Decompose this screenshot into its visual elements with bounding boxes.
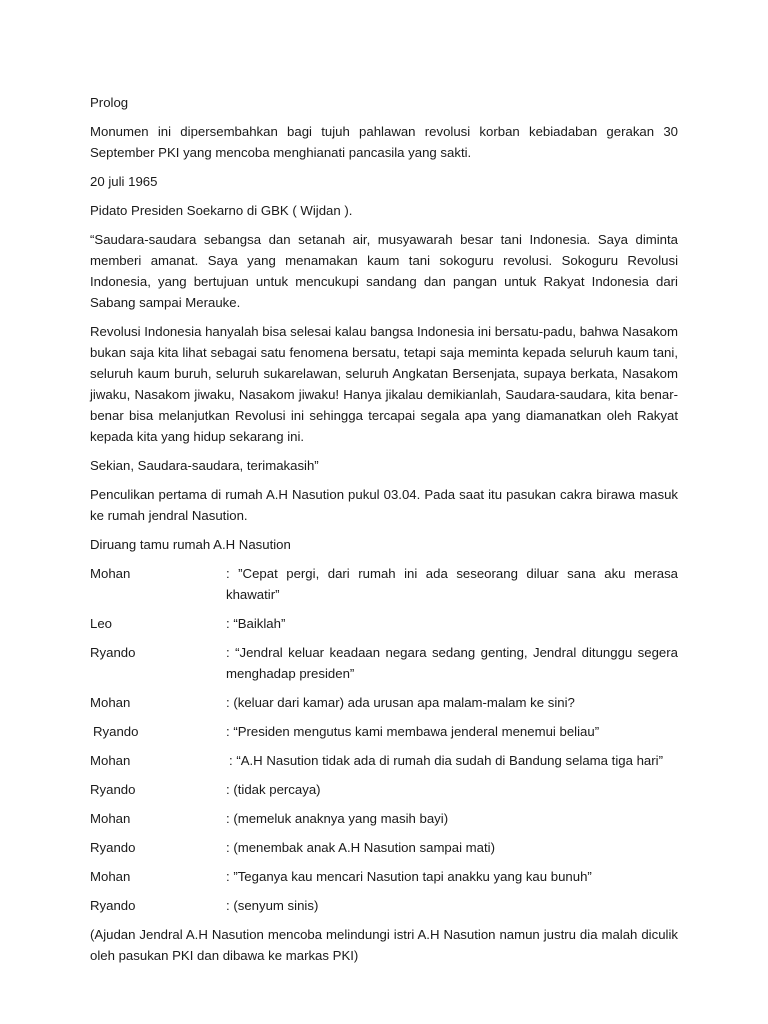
date-line: 20 juli 1965	[90, 174, 158, 189]
speech-paragraph-1: “Saudara-saudara sebangsa dan setanah air, musyawarah besar tani Indonesia. Saya diminta memberi amanat. Saya yang menamakan kaum tani sokoguru revolusi. Sokoguru Revolusi Indonesia, yang bertujuan untuk mencukupi sandang dan pangan untuk Rakyat Indonesia dari Sabang sampai Merauke.	[90, 232, 678, 310]
dialogue-row	[90, 837, 678, 858]
dialogue-row	[90, 808, 678, 829]
speech-heading: Pidato Presiden Soekarno di GBK ( Wijdan ).	[90, 203, 353, 218]
dialogue-row	[90, 721, 678, 742]
dialogue-line: : “Baiklah”	[226, 616, 286, 631]
dialogue-speaker: Ryando	[90, 840, 136, 855]
speech-paragraph-2: Revolusi Indonesia hanyalah bisa selesai kalau bangsa Indonesia ini bersatu-padu, bahwa Nasakom bukan saja kita lihat sebagai satu fenomena bersatu, tetapi saja meminta kepada seluruh kaum tani, seluruh kaum buruh, seluruh sukarelawan, seluruh Angkatan Bersenjata, supaya berkata, Nasakom jiwaku, Nasakom jiwaku, Nasakom jiwaku! Hanya jikalau demikianlah, Saudara-saudara, kita benar-benar bisa melanjutkan Revolusi ini sehingga tercapai segala apa yang diamanatkan oleh Rakyat kepada kita yang hidup sekarang ini.	[90, 324, 678, 444]
dialogue-speaker: Ryando	[90, 782, 136, 797]
dialogue-row	[90, 750, 678, 771]
dialogue-line: : “A.H Nasution tidak ada di rumah dia sudah di Bandung selama tiga hari”	[229, 753, 663, 768]
dialogue-row	[90, 613, 678, 634]
dialogue-list	[90, 563, 678, 916]
dialogue-line: : (menembak anak A.H Nasution sampai mati)	[226, 840, 495, 855]
dialogue-line: : (keluar dari kamar) ada urusan apa malam-malam ke sini?	[226, 695, 575, 710]
dialogue-speaker: Mohan	[90, 811, 131, 826]
dialogue-line: : (memeluk anaknya yang masih bayi)	[226, 811, 449, 826]
dialogue-speaker: Ryando	[90, 898, 136, 913]
dialogue-line: : ”Teganya kau mencari Nasution tapi anakku yang kau bunuh”	[226, 869, 592, 884]
dialogue-row	[90, 895, 678, 916]
intro-paragraph: Monumen ini dipersembahkan bagi tujuh pahlawan revolusi korban kebiadaban gerakan 30 September PKI yang mencoba menghianati pancasila yang sakti.	[90, 124, 678, 160]
dialogue-row	[90, 692, 678, 713]
scene-location: Diruang tamu rumah A.H Nasution	[90, 537, 291, 552]
dialogue-speaker: Mohan	[90, 753, 131, 768]
dialogue-speaker: Ryando	[90, 645, 136, 660]
prolog-heading: Prolog	[90, 95, 129, 110]
dialogue-row	[90, 779, 678, 800]
dialogue-row	[90, 866, 678, 887]
closing-note: (Ajudan Jendral A.H Nasution mencoba melindungi istri A.H Nasution namun justru dia malah diculik oleh pasukan PKI dan dibawa ke markas PKI)	[90, 927, 678, 963]
dialogue-line: : ”Cepat pergi, dari rumah ini ada seseorang diluar sana aku merasa khawatir”	[226, 566, 678, 602]
scene-intro: Penculikan pertama di rumah A.H Nasution pukul 03.04. Pada saat itu pasukan cakra birawa masuk ke rumah jendral Nasution.	[90, 487, 678, 523]
dialogue-speaker: Leo	[90, 616, 113, 631]
dialogue-speaker: Mohan	[90, 566, 131, 581]
dialogue-line: : “Presiden mengutus kami membawa jenderal menemui beliau”	[226, 724, 600, 739]
dialogue-row	[90, 642, 678, 684]
dialogue-speaker: Mohan	[90, 869, 131, 884]
dialogue-speaker: Mohan	[90, 695, 131, 710]
speech-closing: Sekian, Saudara-saudara, terimakasih”	[90, 458, 319, 473]
dialogue-speaker: Ryando	[93, 724, 139, 739]
dialogue-line: : (tidak percaya)	[226, 782, 321, 797]
dialogue-row	[90, 563, 678, 605]
dialogue-line: : (senyum sinis)	[226, 898, 319, 913]
dialogue-line: : “Jendral keluar keadaan negara sedang genting, Jendral ditunggu segera menghadap presiden”	[226, 645, 678, 681]
